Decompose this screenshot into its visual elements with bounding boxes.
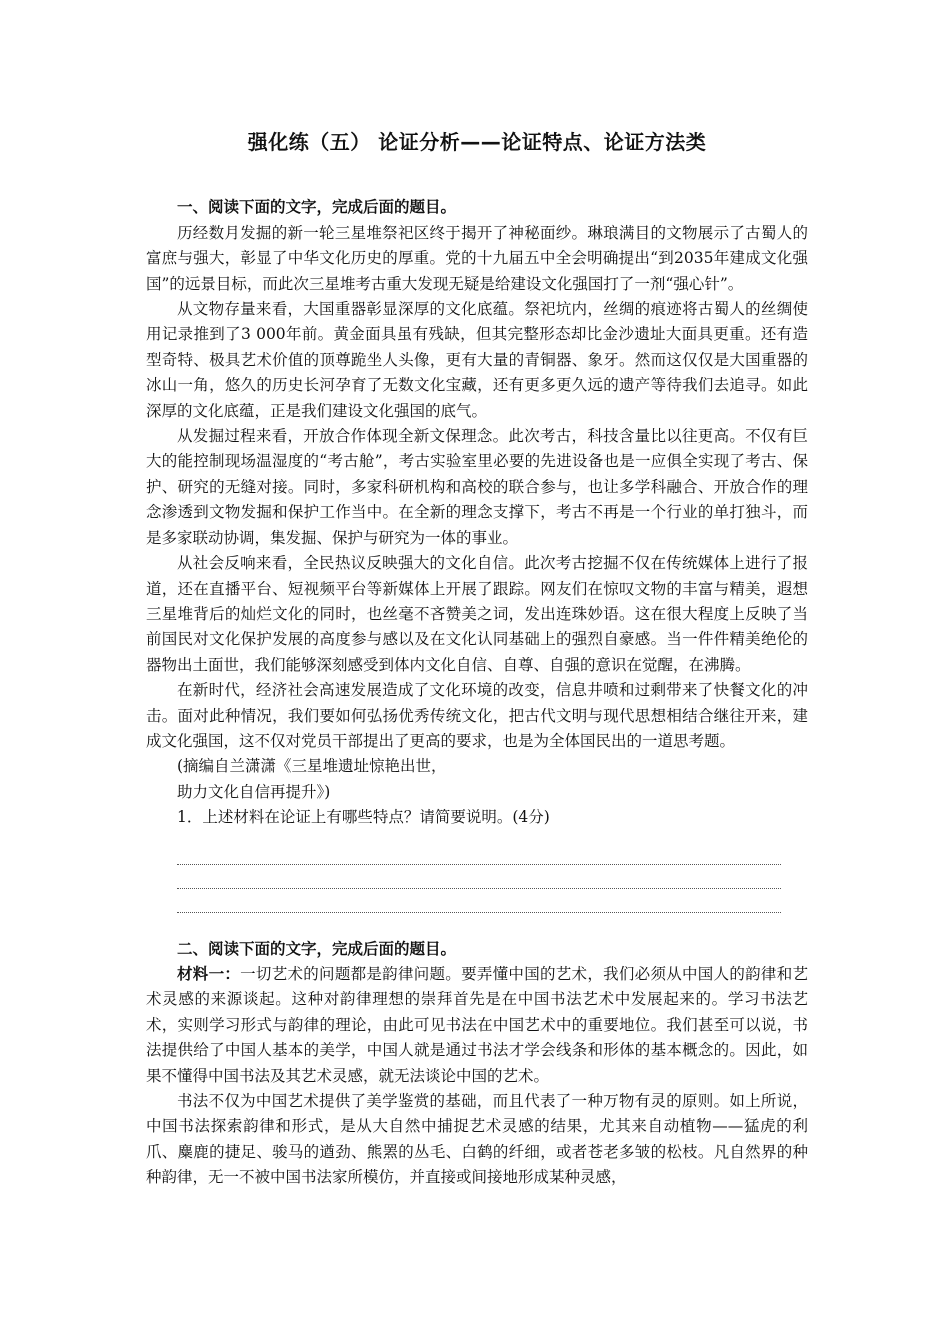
section1-paragraph-5: 在新时代，经济社会高速发展造成了文化环境的改变，信息井喷和过剩带来了快餐文化的冲击。面对此种情况，我们要如何弘扬优秀传统文化，把古代文明与现代思想相结合继往开来，建成文化强国，这不仅对党员干部提出了更高的要求，也是为全体国民出的一道思考题。 bbox=[146, 681, 808, 750]
source-citation-line-1: (摘编自兰潇潇《三星堆遗址惊艳出世， bbox=[177, 757, 447, 776]
document-page bbox=[146, 130, 808, 1191]
section1-paragraph-2: 从文物存量来看，大国重器彰显深厚的文化底蕴。祭祀坑内，丝绸的痕迹将古蜀人的丝绸使用记录推到了3 000年前。黄金面具虽有残缺，但其完整形态却比金沙遗址大面具更重。还有造型奇特、极具艺术价值的顶尊跪坐人头像，更有大量的青铜器、象牙。然而这仅仅是大国重器的冰山一角，悠久的历史长河孕育了无数文化宝藏，还有更多更久远的遗产等待我们去追寻。如此深厚的文化底蕴，正是我们建设文化强国的底气。 bbox=[146, 300, 808, 420]
section2-paragraph-2: 书法不仅为中国艺术提供了美学鉴赏的基础，而且代表了一种万物有灵的原则。如上所说，中国书法探索韵律和形式，是从大自然中捕捉艺术灵感的结果，尤其来自动植物——猛虎的利爪、麋鹿的捷足、骏马的遒劲、熊罴的丛毛、白鹤的纤细，或者苍老多皱的松枝。凡自然界的种种韵律，无一不被中国书法家所模仿，并直接或间接地形成某种灵感， bbox=[146, 1092, 808, 1187]
section2-paragraph-1 bbox=[146, 962, 808, 1089]
answer-line-3[interactable] bbox=[177, 889, 781, 913]
question-1: 1．上述材料在论证上有哪些特点？请简要说明。(4分) bbox=[177, 808, 550, 827]
section2-heading: 二、阅读下面的文字，完成后面的题目。 bbox=[177, 939, 457, 958]
answer-line-2[interactable] bbox=[177, 865, 781, 889]
answer-line-1[interactable] bbox=[177, 841, 781, 865]
section1-paragraph-4: 从社会反响来看，全民热议反映强大的文化自信。此次考古挖掘不仅在传统媒体上进行了报道，还在直播平台、短视频平台等新媒体上开展了跟踪。网友们在惊叹文物的丰富与精美，遐想三星堆背后的灿烂文化的同时，也丝毫不吝赞美之词，发出连珠妙语。这在很大程度上反映了当前国民对文化保护发展的高度参与感以及在文化认同基础上的强烈自豪感。当一件件精美绝伦的器物出土面世，我们能够深刻感受到体内文化自信、自尊、自强的意识在觉醒，在沸腾。 bbox=[146, 554, 808, 674]
section1-paragraph-1: 历经数月发掘的新一轮三星堆祭祀区终于揭开了神秘面纱。琳琅满目的文物展示了古蜀人的富庶与强大，彰显了中华文化历史的厚重。党的十九届五中全会明确提出“到2035年建成文化强国”的远景目标，而此次三星堆考古重大发现无疑是给建设文化强国打了一剂“强心针”。 bbox=[146, 223, 808, 293]
section1-heading: 一、阅读下面的文字，完成后面的题目。 bbox=[177, 198, 457, 217]
section2-paragraph-1-text: 一切艺术的问题都是韵律问题。要弄懂中国的艺术，我们必须从中国人的韵律和艺术灵感的来源谈起。这种对韵律理想的崇拜首先是在中国书法艺术中发展起来的。学习书法艺术，实则学习形式与韵律的理论，由此可见书法在中国艺术中的重要地位。我们甚至可以说，书法提供给了中国人基本的美学，中国人就是通过书法才学会线条和形体的基本概念的。因此，如果不懂得中国书法及其艺术灵感，就无法谈论中国的艺术。 bbox=[146, 964, 808, 1085]
section1-paragraph-3: 从发掘过程来看，开放合作体现全新文保理念。此次考古，科技含量比以往更高。不仅有巨大的能控制现场温湿度的“考古舱”，考古实验室里必要的先进设备也是一应俱全实现了考古、保护、研究的无缝对接。同时，多家科研机构和高校的联合参与，也让多学科融合、开放合作的理念渗透到文物发掘和保护工作当中。在全新的理念支撑下，考古不再是一个行业的单打独斗，而是多家联动协调，集发掘、保护与研究为一体的事业。 bbox=[146, 427, 808, 547]
answer-area[interactable] bbox=[177, 841, 781, 913]
source-citation-line-2: 助力文化自信再提升》) bbox=[177, 782, 331, 801]
material-label: 材料一： bbox=[177, 964, 241, 983]
page-title: 强化练（五） 论证分析——论证特点、论证方法类 bbox=[247, 130, 707, 154]
